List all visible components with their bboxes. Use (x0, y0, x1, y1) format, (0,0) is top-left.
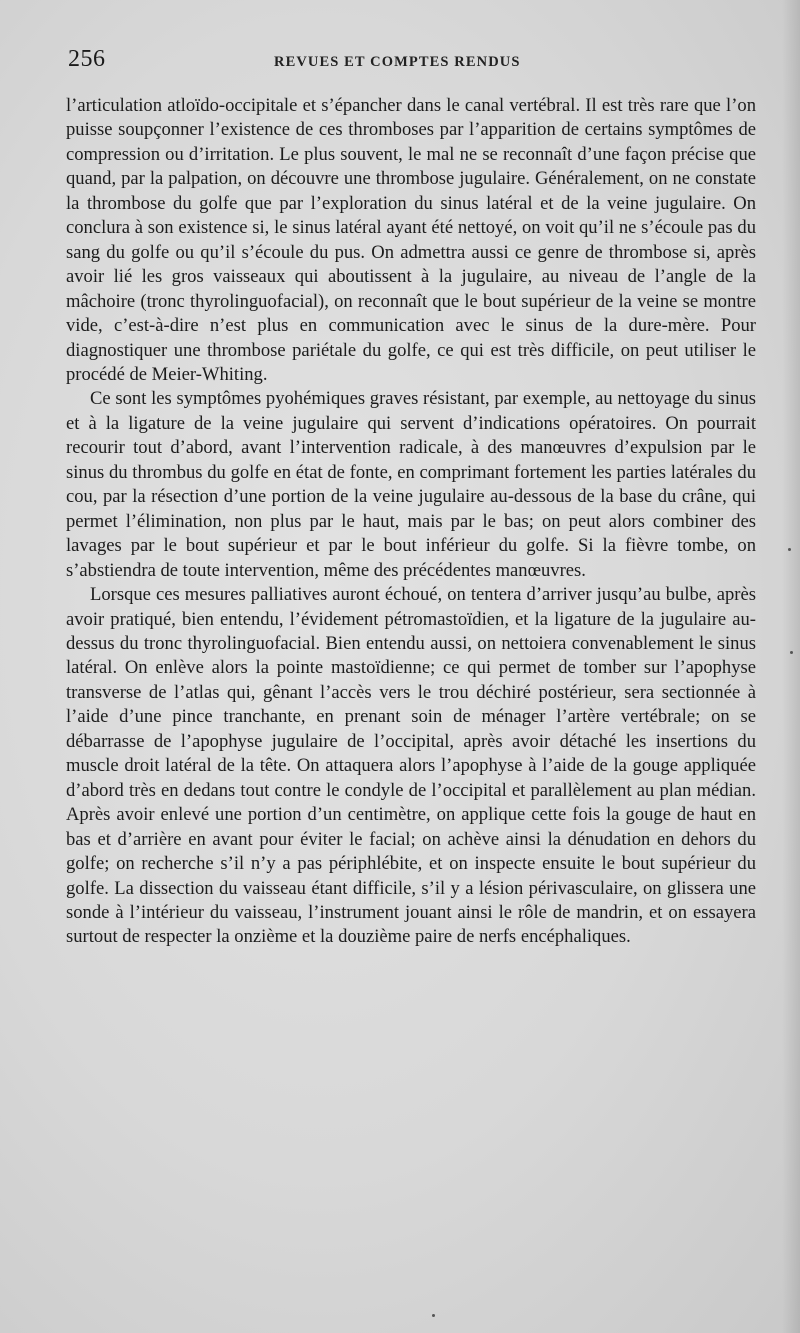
paragraph-2: Ce sont les symptômes pyohémiques graves résistant, par exemple, au nettoyage du sinus et à la ligature de la veine jugulaire qui servent d’indications opératoires. On pourrait recourir tout d’abord, avant l’intervention radicale, à des manœuvres d’expulsion par le sinus du thrombus du golfe en état de fonte, en comprimant fortement les parties latérales du cou, par la résection d’une portion de la veine jugulaire au-dessous de la base du crâne, qui permet l’élimination, non plus par le haut, mais par le bas; on peut alors combiner des lavages par le bout supérieur et par le bout inférieur du golfe. Si la fièvre tombe, on s’abstiendra de toute intervention, même des précédentes manœuvres. (66, 388, 756, 581)
page-number: 256 (68, 46, 106, 72)
paper-speck (788, 548, 791, 551)
page-header (64, 44, 754, 80)
paper-speck (790, 651, 793, 654)
body-text (66, 94, 756, 950)
paper-speck (432, 1314, 435, 1317)
page-edge-shadow (782, 0, 800, 1333)
paragraph-1: l’articulation atloïdo-occipitale et s’épancher dans le canal vertébral. Il est très rare que l’on puisse soupçonner l’existence de ces thromboses par l’apparition de certains symptômes de compression ou d’irritation. Le plus souvent, le mal ne se reconnaît d’une façon précise que quand, par la palpation, on découvre une thrombose jugulaire. Généralement, on ne constate la thrombose du golfe que par l’exploration du sinus latéral et de la veine jugulaire. On conclura à son existence si, le sinus latéral ayant été nettoyé, on voit qu’il ne s’écoule pas du sang du golfe ou qu’il s’écoule du pus. On admettra aussi ce genre de thrombose si, après avoir lié les gros vaisseaux qui aboutissent à la jugulaire, au niveau de l’angle de la mâchoire (tronc thyrolinguofacial), on reconnaît que le bout supérieur de la veine se montre vide, c’est-à-dire n’est plus en communication avec le sinus de la dure-mère. Pour diagnostiquer une thrombose pariétale du golfe, ce qui est très difficile, on peut utiliser le procédé de Meier-Whiting. (66, 95, 756, 385)
running-title: REVUES ET COMPTES RENDUS (274, 54, 521, 70)
paragraph-3: Lorsque ces mesures palliatives auront échoué, on tentera d’arriver jusqu’au bulbe, après avoir pratiqué, bien entendu, l’évidement pétromastoïdien, et la ligature de la jugulaire au-dessus du tronc thyrolinguofacial. Bien entendu aussi, on nettoiera convenablement le sinus latéral. On enlève alors la pointe mastoïdienne; ce qui permet de tomber sur l’apophyse transverse de l’atlas qui, gênant l’accès vers le trou déchiré postérieur, sera sectionnée à l’aide d’une pince tranchante, en prenant soin de ménager l’artère vertébrale; on se débarrasse de l’apophyse jugulaire de l’occipital, après avoir détaché les insertions du muscle droit latéral de la tête. On attaquera alors l’apophyse à l’aide de la gouge appliquée d’abord très en dedans tout contre le condyle de l’occipital et parallèlement au plan médian. Après avoir enlevé une portion d’un centimètre, on applique cette fois la gouge de haut en bas et d’arrière en avant pour éviter le facial; on achève ainsi la dénudation en dehors du golfe; on recherche s’il n’y a pas périphlébite, et on inspecte ensuite le bout supérieur du golfe. La dissection du vaisseau étant difficile, s’il y a lésion périvasculaire, on glissera une sonde à l’intérieur du vaisseau, l’instrument jouant ainsi le rôle de mandrin, et on essayera surtout de respecter la onzième et la douzième paire de nerfs encéphaliques. (66, 584, 756, 948)
